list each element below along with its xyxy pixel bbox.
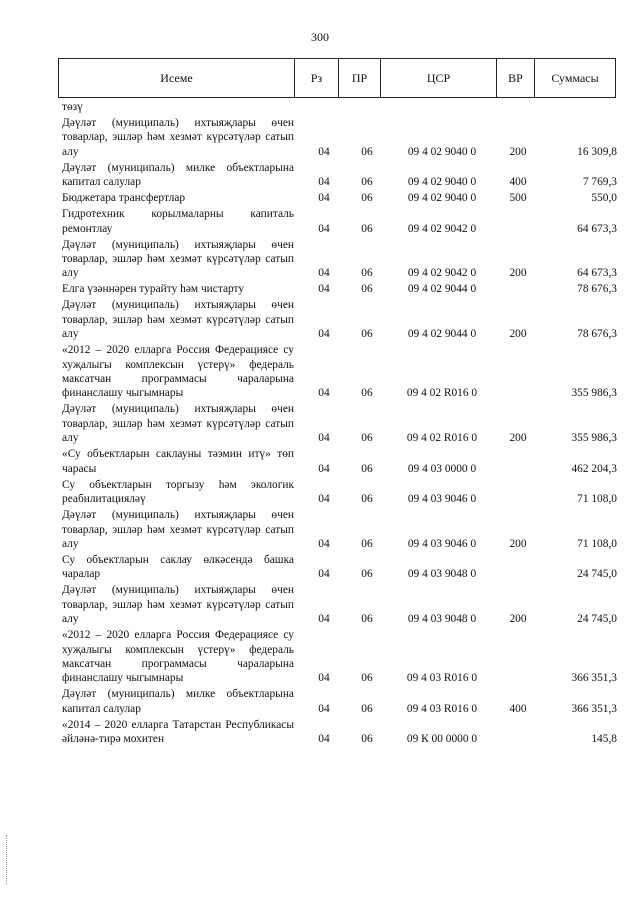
cell-name: Су объектларын саклау өлкәсендә башка чаралар: [62, 553, 294, 581]
cell-vr: 200: [509, 432, 527, 445]
cell-pr: 06: [361, 537, 373, 550]
cell-sum: 7 769,3: [582, 176, 617, 189]
table-header: [58, 58, 616, 98]
cell-pr: 06: [361, 328, 373, 341]
cell-csr: 09 4 03 R016 0: [406, 702, 478, 715]
table-row: [62, 478, 617, 507]
cell-csr: 09 4 03 R016 0: [406, 672, 478, 685]
cell-name: Дәүләт (муниципаль) ихтыяҗлары өчен товарлар, эшләр һәм хезмәт күрсәтүләр сатып алу: [62, 117, 294, 158]
cell-sum: 64 673,3: [577, 222, 617, 235]
cell-name: «Су объектларын саклауны тәэмин итү» төп чарасы: [62, 448, 294, 475]
cell-sum: 24 745,0: [577, 613, 617, 626]
cell-vr: 400: [509, 176, 527, 189]
cell-csr: 09 4 02 9040 0: [407, 176, 477, 189]
cell-vr: 400: [509, 702, 527, 715]
table-row: [62, 282, 617, 296]
cell-sum: 64 673,3: [577, 267, 617, 280]
cell-vr: 200: [509, 328, 527, 341]
cell-rz: 04: [318, 328, 330, 341]
table-row: [62, 508, 617, 551]
cell-pr: 06: [361, 387, 373, 400]
cell-pr: 06: [361, 145, 373, 158]
cell-sum: 78 676,3: [577, 328, 617, 341]
cell-sum: 78 676,3: [577, 283, 617, 296]
cell-rz: 04: [318, 222, 330, 235]
header-name: Исеме: [59, 59, 295, 98]
cell-pr: 06: [361, 613, 373, 626]
cell-pr: 06: [361, 568, 373, 581]
cell-name: Дәүләт (муниципаль) милке объектларына капитал салулар: [62, 688, 294, 715]
table-row: [62, 238, 617, 281]
cell-rz: 04: [318, 493, 330, 506]
cell-pr: 06: [361, 672, 373, 685]
cell-name: төзү: [62, 101, 83, 113]
cell-pr: 06: [361, 283, 373, 296]
cell-vr: 200: [509, 267, 527, 280]
cell-sum: 550,0: [591, 192, 617, 205]
cell-name: Дәүләт (муниципаль) милке объектларына капитал салулар: [62, 161, 294, 189]
cell-rz: 04: [318, 462, 330, 475]
cell-sum: 145,8: [591, 733, 617, 746]
cell-vr: 500: [509, 192, 527, 205]
cell-name: Дәүләт (муниципаль) ихтыяҗлары өчен товарлар, эшләр һәм хезмәт күрсәтүләр сатып алу: [62, 509, 294, 550]
cell-sum: 366 351,3: [571, 702, 617, 715]
table-row: [62, 402, 617, 445]
cell-sum: 355 986,3: [571, 387, 617, 400]
cell-sum: 355 986,3: [571, 432, 617, 445]
table-row: [62, 583, 617, 626]
table-row: [62, 298, 617, 341]
table-row: [62, 161, 617, 190]
cell-sum: 71 108,0: [577, 493, 617, 506]
header-pr: ПР: [339, 59, 381, 98]
cell-csr: 09 4 03 9048 0: [407, 568, 477, 581]
cell-rz: 04: [318, 432, 330, 445]
table-row: [62, 100, 617, 114]
cell-sum: 16 309,8: [577, 145, 617, 158]
cell-rz: 04: [318, 537, 330, 550]
cell-name: Дәүләт (муниципаль) ихтыяҗлары өчен товарлар, эшләр һәм хезмәт күрсәтүләр сатып алу: [62, 584, 294, 626]
cell-vr: 200: [509, 537, 527, 550]
table-row: [62, 447, 617, 476]
cell-pr: 06: [361, 702, 373, 715]
cell-rz: 04: [318, 145, 330, 158]
cell-name: Гидротехник корылмаларны капиталь ремонтлау: [62, 208, 294, 235]
cell-pr: 06: [361, 462, 373, 475]
cell-rz: 04: [318, 283, 330, 296]
margin-mark: [6, 835, 9, 885]
table-row: [62, 553, 617, 582]
cell-csr: 09 4 02 9044 0: [407, 283, 477, 296]
cell-rz: 04: [318, 613, 330, 626]
cell-rz: 04: [318, 192, 330, 205]
cell-pr: 06: [361, 267, 373, 280]
cell-name: «2014 – 2020 елларга Татарстан Республикасы әйләнә-тирә мохитен: [62, 718, 294, 746]
cell-csr: 09 4 03 9046 0: [407, 537, 477, 550]
cell-pr: 06: [361, 432, 373, 445]
cell-csr: 09 4 03 9048 0: [407, 613, 477, 626]
header-sum: Суммасы: [535, 59, 616, 98]
cell-name: «2012 – 2020 елларга Россия Федерациясе су хуҗалыгы комплексын үстерү» федераль максатчан программасы чараларына финанслашу чыгымнары: [62, 629, 294, 685]
cell-name: Су объектларын торгызу һәм экологик реабилитацияләү: [62, 478, 294, 506]
header-vr: ВР: [497, 59, 535, 98]
cell-rz: 04: [318, 568, 330, 581]
table-row: [62, 116, 617, 159]
table-body: [62, 100, 617, 748]
cell-pr: 06: [361, 176, 373, 189]
cell-rz: 04: [318, 702, 330, 715]
cell-csr: 09 4 03 0000 0: [407, 462, 477, 475]
cell-rz: 04: [318, 733, 330, 746]
cell-name: Елга үзәннәрен турайту һәм чистарту: [62, 283, 245, 296]
page-number: 300: [311, 30, 329, 44]
cell-csr: 09 4 02 9040 0: [407, 192, 477, 205]
cell-pr: 06: [361, 493, 373, 506]
cell-vr: 200: [509, 613, 527, 626]
cell-name: Дәүләт (муниципаль) ихтыяҗлары өчен товарлар, эшләр һәм хезмәт күрсәтүләр сатып алу: [62, 299, 294, 341]
header-csr: ЦСР: [381, 59, 497, 98]
cell-csr: 09 4 02 9040 0: [407, 145, 477, 158]
cell-pr: 06: [361, 222, 373, 235]
cell-rz: 04: [318, 176, 330, 189]
cell-csr: 09 К 00 0000 0: [406, 733, 478, 746]
cell-rz: 04: [318, 672, 330, 685]
table-row: [62, 191, 617, 205]
cell-csr: 09 4 02 R016 0: [406, 432, 478, 445]
header-rz: Рз: [295, 59, 339, 98]
cell-name: «2012 – 2020 елларга Россия Федерациясе су хуҗалыгы комплексын үстерү» федераль максатчан программасы чараларына финанслашу чыгымнары: [62, 344, 294, 400]
cell-csr: 09 4 02 9044 0: [407, 328, 477, 341]
cell-csr: 09 4 03 9046 0: [407, 493, 477, 506]
cell-sum: 462 204,3: [571, 462, 617, 475]
cell-name: Бюджетара трансфертлар: [62, 192, 186, 205]
cell-name: Дәүләт (муниципаль) ихтыяҗлары өчен товарлар, эшләр һәм хезмәт күрсәтүләр сатып алу: [62, 238, 294, 280]
cell-csr: 09 4 02 9042 0: [407, 267, 477, 280]
table-row: [62, 718, 617, 747]
table-row: [62, 343, 617, 401]
cell-sum: 366 351,3: [571, 672, 617, 685]
cell-pr: 06: [361, 192, 373, 205]
cell-vr: 200: [509, 145, 527, 158]
table-row: [62, 687, 617, 716]
cell-csr: 09 4 02 R016 0: [406, 387, 478, 400]
cell-sum: 24 745,0: [577, 568, 617, 581]
cell-sum: 71 108,0: [577, 537, 617, 550]
cell-rz: 04: [318, 387, 330, 400]
table-row: [62, 628, 617, 686]
cell-rz: 04: [318, 267, 330, 280]
table-row: [62, 207, 617, 236]
cell-name: Дәүләт (муниципаль) ихтыяҗлары өчен товарлар, эшләр һәм хезмәт күрсәтүләр сатып алу: [62, 403, 294, 445]
cell-csr: 09 4 02 9042 0: [407, 222, 477, 235]
cell-pr: 06: [361, 733, 373, 746]
